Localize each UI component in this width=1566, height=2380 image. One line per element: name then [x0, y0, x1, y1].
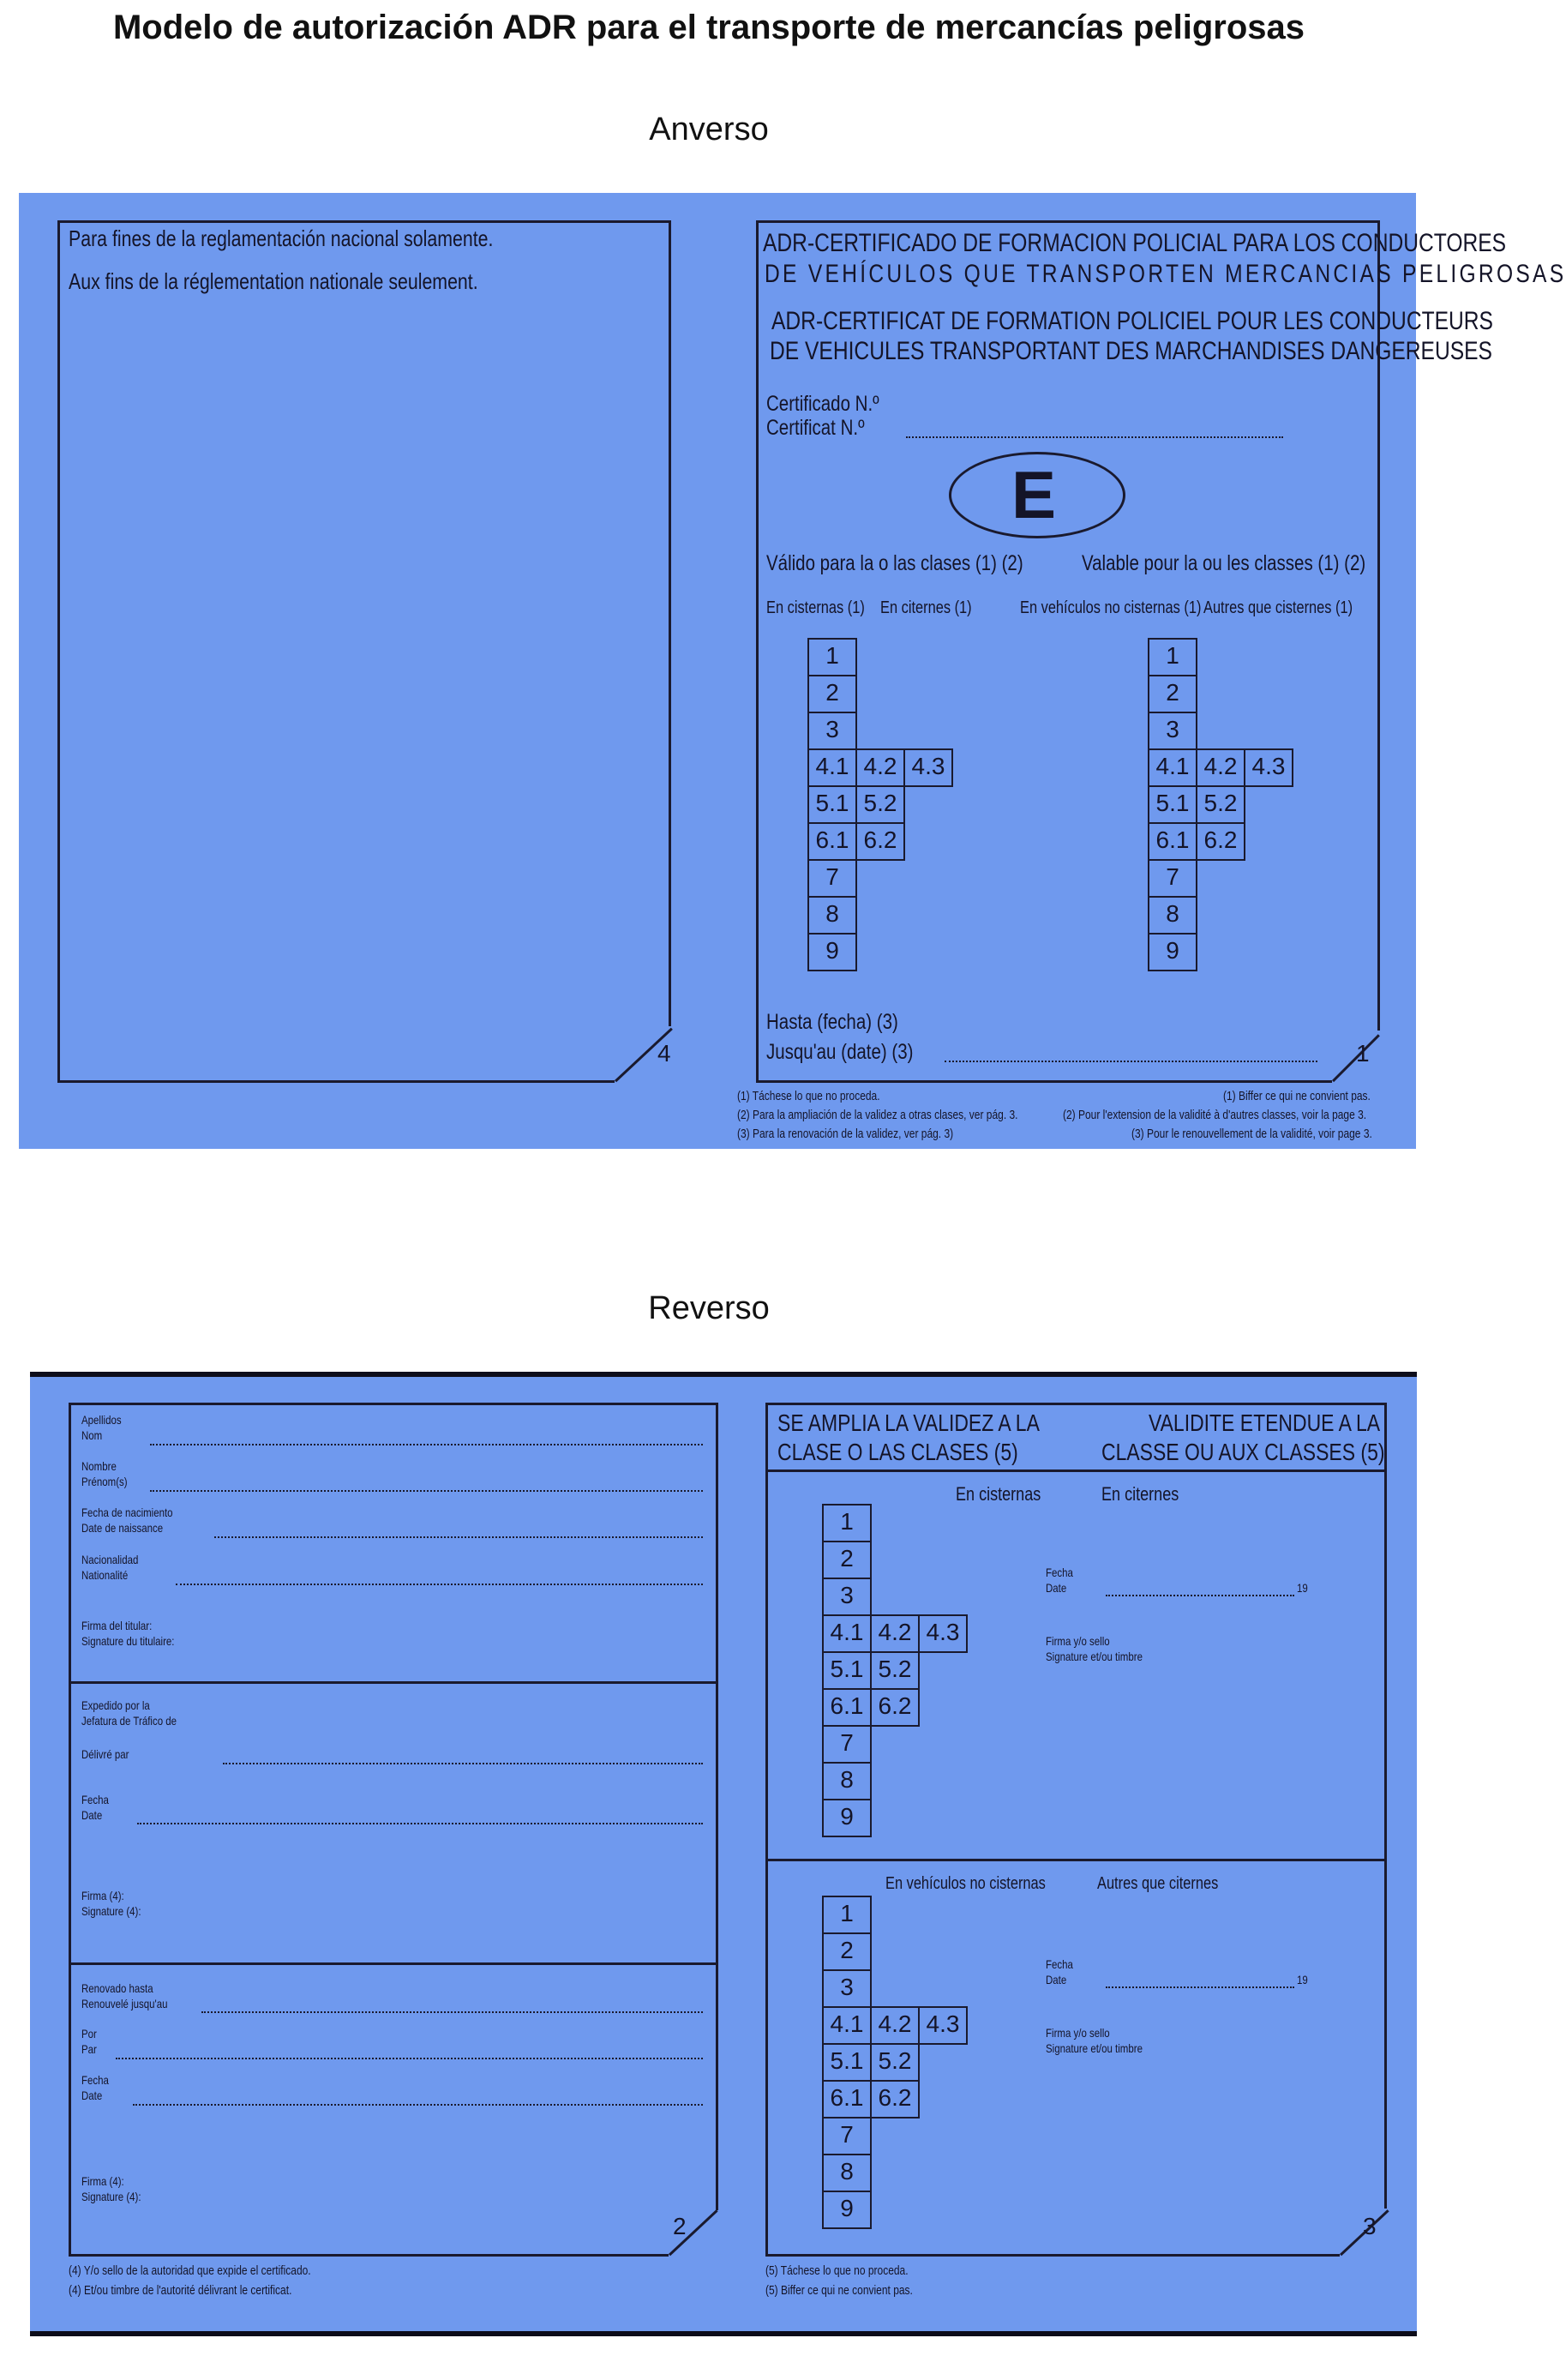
- p2-delivre: Délivré par: [81, 1747, 129, 1761]
- p3-firma-sello: Firma y/o sello: [1046, 1634, 1110, 1648]
- class-cell-5-2: 5.2: [870, 1651, 920, 1690]
- p2-footnote-fr: (4) Et/ou timbre de l'autorité délivrant le certificat.: [69, 2283, 292, 2298]
- class-cell-6-2: 6.2: [870, 2080, 920, 2119]
- class-cell-9: 9: [822, 1799, 872, 1837]
- front-footnote-es-1: (1) Táchese lo que no proceda.: [737, 1089, 880, 1103]
- class-cell-4-3: 4.3: [918, 2006, 968, 2045]
- p2-fecha2: Fecha: [81, 2073, 109, 2087]
- class-cell-9: 9: [822, 2191, 872, 2229]
- front-footnote-es-3: (3) Para la renovación de la validez, ver pág. 3): [737, 1127, 954, 1141]
- class-cell-1: 1: [1148, 638, 1197, 676]
- p3-date: Date: [1046, 1581, 1067, 1595]
- p2-renouvele: Renouvelé jusqu'au: [81, 1997, 168, 2010]
- class-cell-5-2: 5.2: [870, 2043, 920, 2082]
- class-cell-5-1: 5.1: [822, 1651, 872, 1690]
- front-footnote-es-2: (2) Para la ampliación de la validez a otras clases, ver pág. 3.: [737, 1108, 1018, 1122]
- p1-heading-es-2: DE VEHÍCULOS QUE TRANSPORTEN MERCANCIAS PELIGROSAS: [765, 260, 1566, 288]
- page-number-1: 1: [1356, 1040, 1370, 1067]
- class-cell-5-1: 5.1: [807, 785, 857, 824]
- class-cell-6-1: 6.1: [822, 2080, 872, 2119]
- p3-head-fr-1: VALIDITE ETENDUE A LA: [1149, 1409, 1381, 1436]
- p2-renovado: Renovado hasta: [81, 1981, 153, 1995]
- front-panel: [19, 193, 1566, 1149]
- p2-fecha-nac: Fecha de nacimiento: [81, 1506, 173, 1519]
- p2-fecha: Fecha: [81, 1793, 109, 1806]
- p2-apellidos: Apellidos: [81, 1413, 122, 1427]
- class-cell-1: 1: [822, 1896, 872, 1934]
- class-cell-8: 8: [1148, 896, 1197, 935]
- class-cell-5-1: 5.1: [822, 2043, 872, 2082]
- p3-signature-timbre: Signature et/ou timbre: [1046, 1650, 1143, 1663]
- p2-par: Par: [81, 2042, 97, 2056]
- class-cell-6-1: 6.1: [807, 822, 857, 861]
- p2-footnote-es: (4) Y/o sello de la autoridad que expide el certificado.: [69, 2263, 311, 2278]
- class-cell-6-1: 6.1: [1148, 822, 1197, 861]
- class-cell-8: 8: [822, 1762, 872, 1800]
- p3-fecha2: Fecha: [1046, 1957, 1073, 1971]
- p1-heading-es-1: ADR-CERTIFICADO DE FORMACION POLICIAL PARA LOS CONDUCTORES: [763, 229, 1507, 257]
- class-cell-3: 3: [807, 712, 857, 750]
- front-footnote-fr-2: (2) Pour l'extension de la validité à d'autres classes, voir la page 3.: [1063, 1108, 1367, 1122]
- class-cell-6-2: 6.2: [870, 1688, 920, 1727]
- class-cell-2: 2: [1148, 675, 1197, 713]
- p1-cert-es: Certificado N.º: [766, 392, 879, 416]
- p2-signature4: Signature (4):: [81, 1904, 141, 1918]
- p2-por: Por: [81, 2027, 97, 2040]
- front-footnote-fr-1: (1) Biffer ce qui ne convient pas.: [1223, 1089, 1371, 1103]
- front-page-4-frame: [57, 220, 669, 1080]
- p2-firma4b: Firma (4):: [81, 2174, 124, 2188]
- p3-footnote-es: (5) Táchese lo que no proceda.: [765, 2263, 909, 2278]
- p2-expedido-2: Jefatura de Tráfico de: [81, 1714, 177, 1728]
- class-cell-4-1: 4.1: [822, 1614, 872, 1653]
- class-cell-4-3: 4.3: [903, 748, 953, 787]
- class-cell-8: 8: [807, 896, 857, 935]
- p3-tank-es: En cisternas: [956, 1483, 1041, 1505]
- class-cell-1: 1: [807, 638, 857, 676]
- p4-line-es: Para fines de la reglamentación nacional solamente.: [69, 225, 494, 251]
- class-cell-8: 8: [822, 2154, 872, 2192]
- class-cell-7: 7: [822, 1725, 872, 1764]
- class-cell-4-3: 4.3: [1244, 748, 1293, 787]
- class-cell-4-2: 4.2: [855, 748, 905, 787]
- p1-heading-fr-2: DE VEHICULES TRANSPORTANT DES MARCHANDISES DANGEREUSES: [770, 337, 1492, 365]
- p2-nombre: Nombre: [81, 1459, 117, 1473]
- class-cell-5-2: 5.2: [855, 785, 905, 824]
- class-cell-6-2: 6.2: [1196, 822, 1245, 861]
- class-cell-9: 9: [807, 933, 857, 971]
- p1-valid-es: Válido para la o las clases (1) (2): [766, 551, 1023, 575]
- p1-notank-es: En vehículos no cisternas (1): [1020, 598, 1202, 617]
- p2-nationalite: Nationalité: [81, 1568, 129, 1582]
- class-cell-3: 3: [1148, 712, 1197, 750]
- country-code: E: [1011, 457, 1057, 532]
- class-cell-2: 2: [822, 1932, 872, 1971]
- class-cell-4-1: 4.1: [1148, 748, 1197, 787]
- p3-head-es-2: CLASE O LAS CLASES (5): [777, 1439, 1018, 1465]
- class-cell-5-1: 5.1: [1148, 785, 1197, 824]
- page-number-3: 3: [1363, 2213, 1377, 2239]
- p3-notank-fr: Autres que citernes: [1097, 1874, 1219, 1893]
- p2-signature-titulaire: Signature du titulaire:: [81, 1634, 175, 1648]
- class-cell-9: 9: [1148, 933, 1197, 971]
- p2-expedido-1: Expedido por la: [81, 1698, 150, 1712]
- p3-year2: 19: [1297, 1973, 1308, 1986]
- p3-year: 19: [1297, 1581, 1308, 1595]
- p3-firma-sello2: Firma y/o sello: [1046, 2026, 1110, 2040]
- p1-cert-fr: Certificat N.º: [766, 416, 865, 440]
- p3-tank-fr: En citernes: [1101, 1483, 1179, 1505]
- front-label: Anverso: [649, 111, 769, 147]
- class-cell-7: 7: [1148, 859, 1197, 898]
- class-cell-4-2: 4.2: [870, 1614, 920, 1653]
- class-cell-6-1: 6.1: [822, 1688, 872, 1727]
- page-number-4: 4: [657, 1040, 671, 1067]
- class-cell-7: 7: [807, 859, 857, 898]
- p1-heading-fr-1: ADR-CERTIFICAT DE FORMATION POLICIEL POUR LES CONDUCTEURS: [771, 307, 1493, 335]
- p2-date-nais: Date de naissance: [81, 1521, 164, 1535]
- p2-firma-titular: Firma del titular:: [81, 1619, 153, 1632]
- p1-tank-fr: En citernes (1): [880, 598, 972, 617]
- class-cell-1: 1: [822, 1504, 872, 1542]
- p2-date2: Date: [81, 2089, 103, 2102]
- class-cell-2: 2: [807, 675, 857, 713]
- class-cell-4-1: 4.1: [807, 748, 857, 787]
- class-cell-5-2: 5.2: [1196, 785, 1245, 824]
- class-cell-4-3: 4.3: [918, 1614, 968, 1653]
- p3-signature-timbre2: Signature et/ou timbre: [1046, 2041, 1143, 2055]
- class-cell-7: 7: [822, 2117, 872, 2155]
- class-cell-3: 3: [822, 1578, 872, 1616]
- page-title: Modelo de autorización ADR para el transporte de mercancías peligrosas: [112, 9, 1305, 46]
- p1-notank-fr: Autres que cisternes (1): [1203, 598, 1353, 617]
- class-cell-6-2: 6.2: [855, 822, 905, 861]
- p2-prenom: Prénom(s): [81, 1475, 128, 1488]
- p2-date: Date: [81, 1808, 103, 1822]
- class-cell-2: 2: [822, 1541, 872, 1579]
- front-footnote-fr-3: (3) Pour le renouvellement de la validité, voir page 3.: [1131, 1127, 1372, 1141]
- class-cell-4-2: 4.2: [870, 2006, 920, 2045]
- p3-head-fr-2: CLASSE OU AUX CLASSES (5): [1101, 1439, 1385, 1465]
- class-cell-4-1: 4.1: [822, 2006, 872, 2045]
- p3-footnote-fr: (5) Biffer ce qui ne convient pas.: [765, 2283, 913, 2298]
- p1-until-fr: Jusqu'au (date) (3): [766, 1040, 914, 1064]
- p2-nom: Nom: [81, 1428, 103, 1442]
- p2-nacionalidad: Nacionalidad: [81, 1553, 139, 1566]
- p3-head-es-1: SE AMPLIA LA VALIDEZ A LA: [777, 1409, 1040, 1436]
- p1-tank-es: En cisternas (1): [766, 598, 865, 617]
- class-cell-4-2: 4.2: [1196, 748, 1245, 787]
- p2-firma4: Firma (4):: [81, 1889, 124, 1902]
- page-number-2: 2: [673, 2213, 687, 2239]
- p1-valid-fr: Valable pour la ou les classes (1) (2): [1082, 551, 1366, 575]
- p3-fecha: Fecha: [1046, 1566, 1073, 1579]
- p4-line-fr: Aux fins de la réglementation nationale seulement.: [69, 268, 478, 294]
- p3-date2: Date: [1046, 1973, 1067, 1986]
- p2-signature4b: Signature (4):: [81, 2190, 141, 2203]
- p1-until-es: Hasta (fecha) (3): [766, 1010, 898, 1034]
- back-label: Reverso: [648, 1290, 770, 1326]
- back-panel: [30, 1372, 1417, 2336]
- class-cell-3: 3: [822, 1969, 872, 2008]
- p3-notank-es: En vehículos no cisternas: [885, 1874, 1046, 1893]
